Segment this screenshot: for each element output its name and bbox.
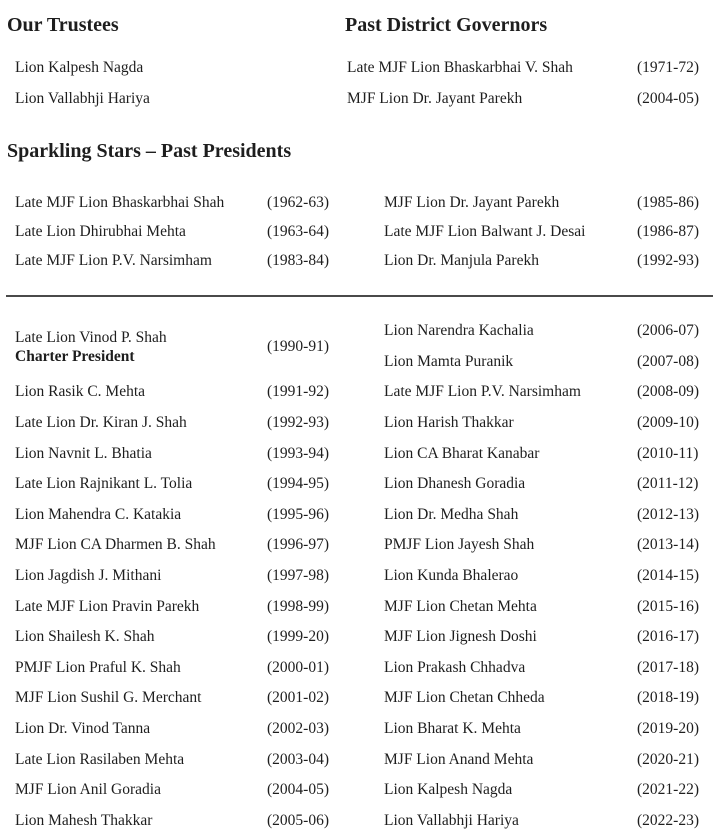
past-presidents-heading: Sparkling Stars – Past Presidents (7, 140, 292, 162)
president-row (15, 316, 345, 377)
president-name-block (384, 812, 637, 830)
past-presidents-early-right-column (384, 188, 715, 275)
trustee-name: Lion Vallabhji Hariya (15, 89, 150, 107)
president-name-block (15, 414, 267, 432)
president-row (384, 806, 715, 833)
president-name-block (15, 445, 267, 463)
president-name: MJF Lion Anil Goradia (15, 781, 161, 799)
president-row (15, 561, 345, 592)
president-row (384, 744, 715, 775)
president-name-block (15, 689, 267, 707)
president-name-block (15, 720, 267, 738)
president-name: MJF Lion Chetan Mehta (384, 597, 537, 615)
president-years: (2006-07) (637, 322, 699, 340)
president-row (384, 591, 715, 622)
trustee-name: Lion Kalpesh Nagda (15, 58, 144, 76)
president-row (15, 377, 345, 408)
president-years: (1991-92) (267, 383, 329, 401)
president-name: Late Lion Dhirubhai Mehta (15, 222, 186, 240)
president-name: MJF Lion Sushil G. Merchant (15, 689, 202, 707)
president-subtitle: Charter President (15, 347, 135, 365)
president-name: MJF Lion Chetan Chheda (384, 689, 545, 707)
president-row (384, 500, 715, 531)
president-row (15, 775, 345, 806)
president-years: (2015-16) (637, 597, 699, 615)
president-name-block (15, 252, 267, 270)
president-years: (2000-01) (267, 658, 329, 676)
president-years: (2010-11) (637, 444, 699, 462)
president-years: (1997-98) (267, 567, 329, 585)
president-name: MJF Lion Dr. Jayant Parekh (384, 193, 560, 211)
president-name: Lion Narendra Kachalia (384, 322, 534, 340)
president-row (384, 714, 715, 745)
president-name: Late MJF Lion P.V. Narsimham (15, 251, 212, 269)
president-name-block (384, 628, 637, 646)
president-years: (2007-08) (637, 352, 699, 370)
president-years: (2004-05) (267, 781, 329, 799)
governor-years: (1971-72) (637, 58, 699, 76)
president-years: (2017-18) (637, 658, 699, 676)
president-years: (2013-14) (637, 536, 699, 554)
president-name-block (384, 536, 637, 554)
president-name: Lion Prakash Chhadva (384, 658, 526, 676)
president-name-block (384, 223, 637, 241)
president-years: (1985-86) (637, 193, 699, 211)
president-name: MJF Lion Jignesh Doshi (384, 628, 537, 646)
president-name-block (15, 598, 267, 616)
president-name: Lion Kunda Bhalerao (384, 567, 519, 585)
president-row (15, 408, 345, 439)
president-row (15, 806, 345, 833)
governor-name-block (347, 59, 637, 77)
president-name: Lion Vallabhji Hariya (384, 811, 519, 829)
president-name-block (384, 414, 637, 432)
governor-name-block (347, 90, 637, 108)
president-years: (2003-04) (267, 750, 329, 768)
president-years: (1963-64) (267, 222, 329, 240)
president-years: (2014-15) (637, 567, 699, 585)
president-name-block (15, 659, 267, 677)
president-row (15, 622, 345, 653)
president-name: MJF Lion Anand Mehta (384, 750, 534, 768)
president-row (384, 188, 715, 217)
president-name: Lion Navnit L. Bhatia (15, 444, 152, 462)
president-name: Late MJF Lion Bhaskarbhai Shah (15, 193, 225, 211)
president-row (15, 217, 345, 246)
section-divider (6, 295, 713, 297)
president-row (384, 377, 715, 408)
president-name: Late MJF Lion P.V. Narsimham (384, 383, 581, 401)
president-name: Late Lion Dr. Kiran J. Shah (15, 414, 187, 432)
president-years: (1999-20) (267, 628, 329, 646)
president-name: MJF Lion CA Dharmen B. Shah (15, 536, 216, 554)
president-row (384, 316, 715, 347)
president-name-block (384, 567, 637, 585)
president-row (384, 653, 715, 684)
president-name: Lion Jagdish J. Mithani (15, 567, 162, 585)
president-row (384, 217, 715, 246)
past-presidents-later-right-column (384, 316, 715, 833)
president-row (15, 246, 345, 275)
president-row (384, 469, 715, 500)
governor-row (347, 83, 715, 114)
president-name-block (384, 475, 637, 493)
president-name: Lion Shailesh K. Shah (15, 628, 155, 646)
president-name: Lion Harish Thakkar (384, 414, 514, 432)
president-years: (1995-96) (267, 505, 329, 523)
president-row (384, 683, 715, 714)
president-row (15, 714, 345, 745)
president-name: PMJF Lion Praful K. Shah (15, 658, 181, 676)
president-name: Lion Mamta Puranik (384, 352, 514, 370)
president-years: (2019-20) (637, 720, 699, 738)
president-years: (2020-21) (637, 750, 699, 768)
president-row (384, 246, 715, 275)
president-name: Lion Dr. Vinod Tanna (15, 720, 151, 738)
president-name: Lion Mahendra C. Katakia (15, 505, 182, 523)
president-row (15, 653, 345, 684)
president-years: (1983-84) (267, 251, 329, 269)
governor-row (347, 52, 715, 83)
president-name-block (15, 781, 267, 799)
president-row (15, 438, 345, 469)
president-row (384, 622, 715, 653)
president-years: (2022-23) (637, 811, 699, 829)
president-name: Late Lion Rajnikant L. Tolia (15, 475, 193, 493)
governor-name: MJF Lion Dr. Jayant Parekh (347, 89, 523, 107)
president-name-block (15, 328, 267, 366)
president-years: (2001-02) (267, 689, 329, 707)
president-row (15, 500, 345, 531)
trustee-row (15, 52, 150, 83)
president-name: Lion Bharat K. Mehta (384, 720, 521, 738)
president-name: Lion CA Bharat Kanabar (384, 444, 540, 462)
past-presidents-later-left-column (15, 316, 345, 833)
president-name-block (384, 689, 637, 707)
president-name: Late Lion Vinod P. Shah (15, 328, 167, 346)
governor-name: Late MJF Lion Bhaskarbhai V. Shah (347, 58, 573, 76)
president-name-block (15, 751, 267, 769)
governor-years: (2004-05) (637, 89, 699, 107)
president-name-block (15, 628, 267, 646)
president-row (384, 438, 715, 469)
president-name-block (384, 252, 637, 270)
president-row (15, 188, 345, 217)
president-name: Lion Dr. Medha Shah (384, 505, 519, 523)
president-name-block (15, 812, 267, 830)
trustees-list (15, 52, 150, 114)
president-years: (1992-93) (637, 251, 699, 269)
governors-list (347, 52, 715, 114)
president-name-block (15, 567, 267, 585)
president-years: (2008-09) (637, 383, 699, 401)
president-years: (2009-10) (637, 414, 699, 432)
president-name: Late Lion Rasilaben Mehta (15, 750, 185, 768)
president-years: (2012-13) (637, 505, 699, 523)
president-years: (1998-99) (267, 597, 329, 615)
president-years: (1996-97) (267, 536, 329, 554)
president-name-block (384, 781, 637, 799)
president-years: (2018-19) (637, 689, 699, 707)
president-years: (2021-22) (637, 781, 699, 799)
president-row (15, 469, 345, 500)
president-name: Lion Dr. Manjula Parekh (384, 251, 539, 269)
president-name: Lion Rasik C. Mehta (15, 383, 146, 401)
president-name: Lion Mahesh Thakkar (15, 811, 153, 829)
trustees-heading: Our Trustees (7, 14, 119, 36)
president-name-block (384, 383, 637, 401)
president-years: (1993-94) (267, 444, 329, 462)
president-years: (2011-12) (637, 475, 699, 493)
president-row (15, 530, 345, 561)
president-years: (2005-06) (267, 811, 329, 829)
president-name-block (15, 223, 267, 241)
trustee-row (15, 83, 150, 114)
president-years: (1990-91) (267, 337, 329, 355)
president-name: Late MJF Lion Pravin Parekh (15, 597, 200, 615)
president-row (384, 775, 715, 806)
president-row (15, 683, 345, 714)
president-name-block (15, 536, 267, 554)
president-name-block (384, 353, 637, 371)
president-name-block (15, 194, 267, 212)
president-name: PMJF Lion Jayesh Shah (384, 536, 535, 554)
president-row (384, 347, 715, 378)
president-name-block (15, 475, 267, 493)
president-years: (2016-17) (637, 628, 699, 646)
president-years: (1962-63) (267, 193, 329, 211)
president-name-block (15, 383, 267, 401)
president-row (384, 408, 715, 439)
president-name-block (384, 751, 637, 769)
president-name-block (384, 194, 637, 212)
president-name: Lion Dhanesh Goradia (384, 475, 526, 493)
president-row (15, 591, 345, 622)
president-name-block (384, 598, 637, 616)
president-years: (1994-95) (267, 475, 329, 493)
president-name-block (15, 506, 267, 524)
past-presidents-early-left-column (15, 188, 345, 275)
president-years: (1986-87) (637, 222, 699, 240)
president-name: Late MJF Lion Balwant J. Desai (384, 222, 586, 240)
president-name: Lion Kalpesh Nagda (384, 781, 513, 799)
president-years: (1992-93) (267, 414, 329, 432)
president-years: (2002-03) (267, 720, 329, 738)
president-name-block (384, 445, 637, 463)
president-name-block (384, 659, 637, 677)
president-name-block (384, 720, 637, 738)
president-row (384, 561, 715, 592)
president-row (384, 530, 715, 561)
governors-heading: Past District Governors (345, 14, 548, 36)
president-name-block (384, 506, 637, 524)
president-name-block (384, 322, 637, 340)
president-row (15, 744, 345, 775)
